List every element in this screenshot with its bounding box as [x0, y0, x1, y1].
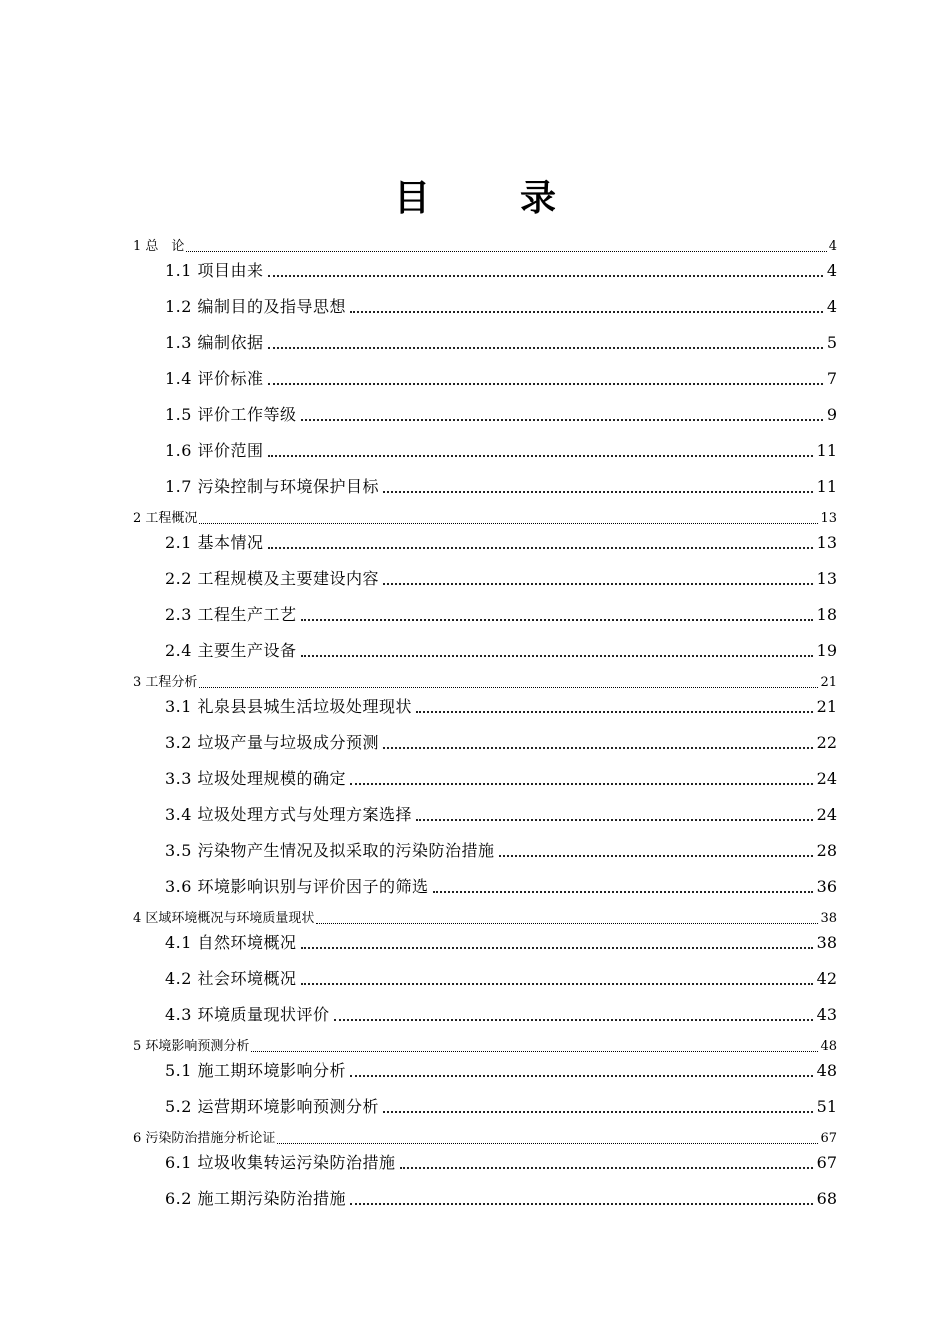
- toc-page-number: 51: [816, 1097, 837, 1116]
- toc-section-title: 4.1 自然环境概况: [165, 933, 297, 952]
- toc-section-4-3[interactable]: [165, 1003, 837, 1027]
- toc-section-title: 3.4 垃圾处理方式与处理方案选择: [165, 805, 413, 824]
- toc-page-number: 67: [816, 1153, 837, 1172]
- toc-section-title: 2.3 工程生产工艺: [165, 605, 297, 624]
- toc-section-2-1[interactable]: [165, 531, 837, 555]
- toc-section-4-1[interactable]: [165, 931, 837, 955]
- toc-page-number: 24: [816, 805, 837, 824]
- toc-section-title: 6.1 垃圾收集转运污染防治措施: [165, 1153, 396, 1172]
- toc-section-2-2[interactable]: [165, 567, 837, 591]
- toc-section-title: 1.4 评价标准: [165, 369, 264, 388]
- toc-section-title: 2.1 基本情况: [165, 533, 264, 552]
- toc-section-title: 3.1 礼泉县县城生活垃圾处理现状: [165, 697, 413, 716]
- toc-chapter-title: 2 工程概况: [133, 511, 198, 526]
- dot-leader: [412, 803, 817, 827]
- toc-page-number: 11: [816, 441, 837, 460]
- toc-section-2-3[interactable]: [165, 603, 837, 627]
- dot-leader: [197, 674, 820, 692]
- toc-title-char-2: 录: [520, 177, 557, 219]
- toc-page-number: 38: [820, 911, 837, 926]
- toc-section-title: 4.2 社会环境概况: [165, 969, 297, 988]
- toc-section-1-4[interactable]: [165, 367, 837, 391]
- dot-leader: [264, 367, 827, 391]
- toc-section-title: 5.2 运营期环境影响预测分析: [165, 1097, 380, 1116]
- toc-section-title: 3.6 环境影响识别与评价因子的筛选: [165, 877, 429, 896]
- toc-page-number: 68: [816, 1189, 837, 1208]
- toc-chapter-6[interactable]: [133, 1130, 837, 1148]
- toc-chapter-title: 6 污染防治措施分析论证: [133, 1131, 276, 1146]
- toc-section-3-3[interactable]: [165, 767, 837, 791]
- dot-leader: [379, 1095, 817, 1119]
- toc-page-number: 9: [826, 405, 837, 424]
- toc-section-1-6[interactable]: [165, 439, 837, 463]
- dot-leader: [346, 295, 827, 319]
- toc-section-title: 1.2 编制目的及指导思想: [165, 297, 347, 316]
- toc-page-number: 4: [826, 297, 837, 316]
- toc-page-number: 48: [816, 1061, 837, 1080]
- toc-section-1-7[interactable]: [165, 475, 837, 499]
- toc-section-title: 3.5 污染物产生情况及拟采取的污染防治措施: [165, 841, 495, 860]
- toc-page-number: 5: [826, 333, 837, 352]
- dot-leader: [379, 567, 817, 591]
- toc-section-title: 1.1 项目由来: [165, 261, 264, 280]
- toc-section-5-2[interactable]: [165, 1095, 837, 1119]
- dot-leader: [297, 603, 817, 627]
- toc-section-2-4[interactable]: [165, 639, 837, 663]
- dot-leader: [314, 910, 820, 928]
- dot-leader: [264, 259, 827, 283]
- toc-section-3-2[interactable]: [165, 731, 837, 755]
- toc-page-number: 67: [820, 1131, 837, 1146]
- toc-page-number: 13: [816, 533, 837, 552]
- toc-section-1-5[interactable]: [165, 403, 837, 427]
- toc-chapter-1[interactable]: [133, 238, 837, 256]
- toc-title: [0, 170, 950, 221]
- toc-chapter-5[interactable]: [133, 1038, 837, 1056]
- toc-page-number: 48: [820, 1039, 837, 1054]
- toc-section-title: 1.3 编制依据: [165, 333, 264, 352]
- toc-section-4-2[interactable]: [165, 967, 837, 991]
- dot-leader: [396, 1151, 817, 1175]
- toc-chapter-title: 5 环境影响预测分析: [133, 1039, 250, 1054]
- toc-section-title: 6.2 施工期污染防治措施: [165, 1189, 347, 1208]
- toc-section-1-2[interactable]: [165, 295, 837, 319]
- dot-leader: [297, 967, 817, 991]
- dot-leader: [297, 639, 817, 663]
- dot-leader: [379, 731, 817, 755]
- dot-leader: [379, 475, 817, 499]
- dot-leader: [495, 839, 817, 863]
- dot-leader: [264, 331, 827, 355]
- dot-leader: [275, 1130, 820, 1148]
- dot-leader: [297, 403, 827, 427]
- toc-chapter-title: 4 区域环境概况与环境质量现状: [133, 911, 315, 926]
- toc-section-3-1[interactable]: [165, 695, 837, 719]
- toc-section-title: 2.2 工程规模及主要建设内容: [165, 569, 380, 588]
- dot-leader: [297, 931, 817, 955]
- toc-page-number: 28: [816, 841, 837, 860]
- toc-section-1-1[interactable]: [165, 259, 837, 283]
- dot-leader: [429, 875, 817, 899]
- dot-leader: [184, 238, 828, 256]
- toc-section-3-6[interactable]: [165, 875, 837, 899]
- dot-leader: [249, 1038, 820, 1056]
- toc-chapter-4[interactable]: [133, 910, 837, 928]
- dot-leader: [346, 767, 817, 791]
- toc-page-number: 18: [816, 605, 837, 624]
- toc-section-5-1[interactable]: [165, 1059, 837, 1083]
- toc-page-number: 43: [816, 1005, 837, 1024]
- dot-leader: [264, 439, 817, 463]
- toc-section-title: 3.2 垃圾产量与垃圾成分预测: [165, 733, 380, 752]
- toc-chapter-3[interactable]: [133, 674, 837, 692]
- toc-page-number: 36: [816, 877, 837, 896]
- toc-chapter-title: 3 工程分析: [133, 675, 198, 690]
- dot-leader: [346, 1059, 817, 1083]
- toc-page-number: 21: [820, 675, 837, 690]
- toc-section-title: 1.7 污染控制与环境保护目标: [165, 477, 380, 496]
- toc-page-number: 4: [828, 239, 837, 254]
- toc-chapter-title: 1 总 论: [133, 239, 185, 254]
- toc-section-title: 5.1 施工期环境影响分析: [165, 1061, 347, 1080]
- toc-section-title: 1.6 评价范围: [165, 441, 264, 460]
- toc-section-6-1[interactable]: [165, 1151, 837, 1175]
- dot-leader: [346, 1187, 817, 1211]
- toc-section-title: 3.3 垃圾处理规模的确定: [165, 769, 347, 788]
- toc-section-3-4[interactable]: [165, 803, 837, 827]
- toc-page-number: 11: [816, 477, 837, 496]
- toc-page-number: 22: [816, 733, 837, 752]
- toc-page-number: 21: [816, 697, 837, 716]
- toc-page-number: 4: [826, 261, 837, 280]
- toc-title-char-1: 目: [393, 177, 430, 219]
- dot-leader: [412, 695, 817, 719]
- toc-page-number: 24: [816, 769, 837, 788]
- toc-page-number: 13: [820, 511, 837, 526]
- dot-leader: [330, 1003, 817, 1027]
- toc-section-title: 4.3 环境质量现状评价: [165, 1005, 330, 1024]
- toc-page-number: 13: [816, 569, 837, 588]
- toc-section-3-5[interactable]: [165, 839, 837, 863]
- toc-section-1-3[interactable]: [165, 331, 837, 355]
- dot-leader: [197, 510, 820, 528]
- toc-section-title: 2.4 主要生产设备: [165, 641, 297, 660]
- toc-section-6-2[interactable]: [165, 1187, 837, 1211]
- toc-chapter-2[interactable]: [133, 510, 837, 528]
- toc-page-number: 42: [816, 969, 837, 988]
- toc-page-number: 38: [816, 933, 837, 952]
- dot-leader: [264, 531, 817, 555]
- toc-page-number: 7: [826, 369, 837, 388]
- toc-page-number: 19: [816, 641, 837, 660]
- toc-section-title: 1.5 评价工作等级: [165, 405, 297, 424]
